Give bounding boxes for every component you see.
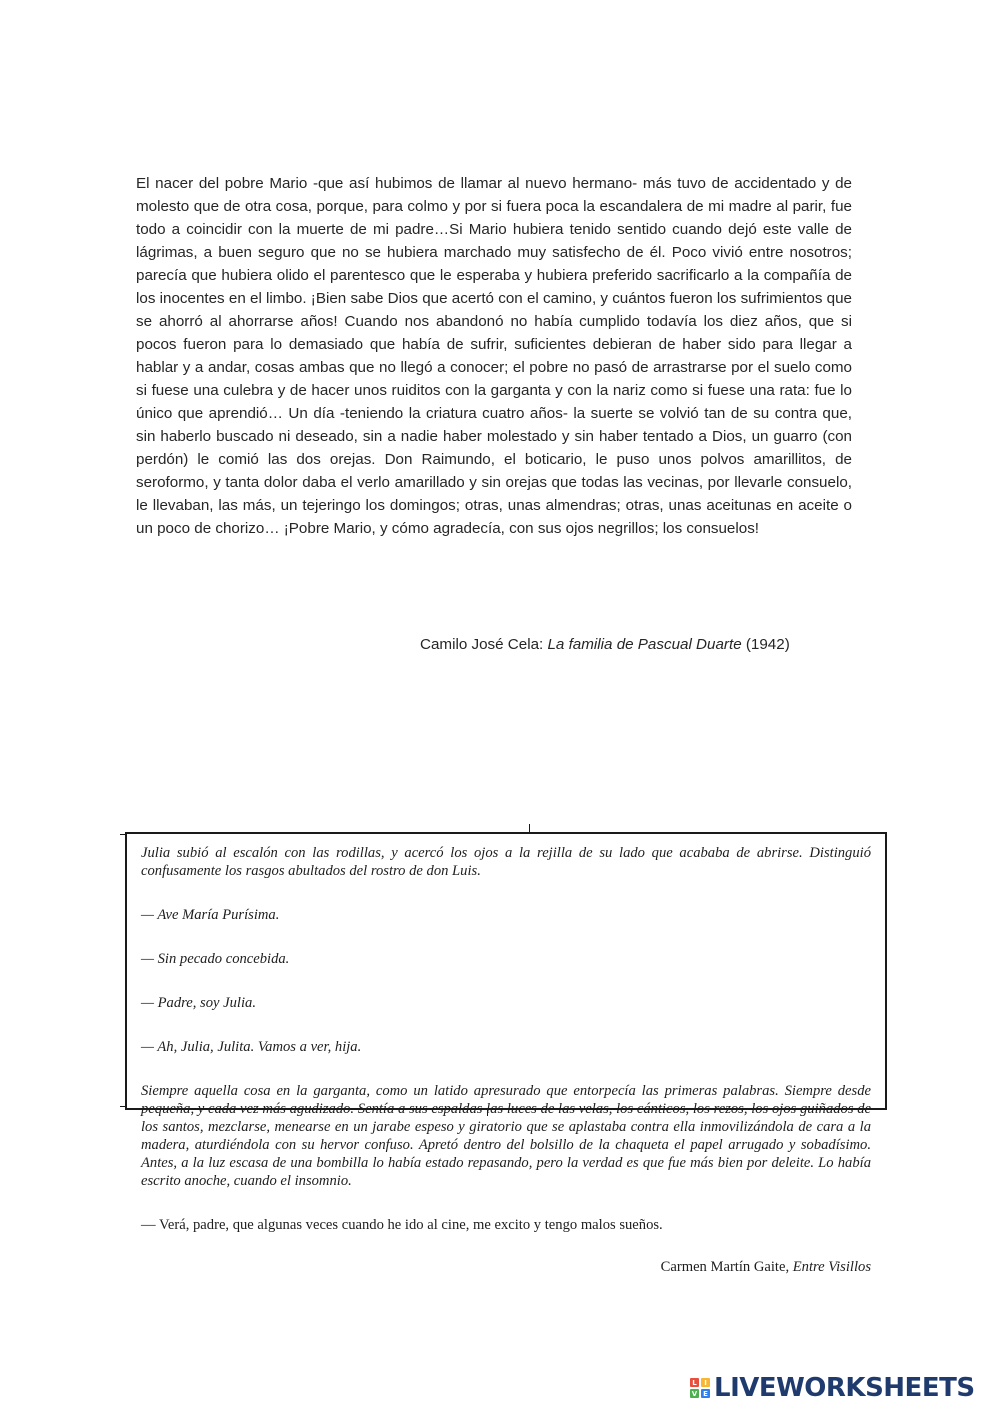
logo-letter: V [691, 1389, 698, 1398]
logo-letter: L [690, 1378, 699, 1387]
box-dialogue-1: — Ave María Purísima. [141, 907, 280, 923]
box-dialogue-5: — Verá, padre, que algunas veces cuando he ido al cine, me excito y tengo malos sueños. [141, 1217, 663, 1233]
citation-work-title: La familia de Pascual Duarte [547, 636, 742, 653]
liveworksheets-logo[interactable] [690, 1370, 975, 1406]
citation-year: (1942) [741, 636, 790, 653]
box-dialogue-4: — Ah, Julia, Julita. Vamos a ver, hija. [141, 1039, 362, 1055]
citation2-work-title: Entre Visillos [792, 1259, 871, 1275]
box-paragraph-1: Julia subió al escalón con las rodillas, y acercó los ojos a la rejilla de su lado que acababa de abrirse. Distinguió confusamente los rasgos abultados del rostro de don Luis. [141, 845, 871, 879]
citation-martin-gaite [141, 1258, 871, 1276]
citation-author: Camilo José Cela: [420, 636, 548, 653]
logo-text: LIVEWORKSHEETS [714, 1373, 975, 1403]
excerpt-box-martin-gaite [125, 832, 887, 1275]
excerpt-cela: El nacer del pobre Mario -que así hubimos de llamar al nuevo hermano- más tuvo de accidentado y de molesto que de otra cosa, porque, para colmo y por si fuera poca la escandalera de mi madre al parir, fue todo a coincidir con la muerte de mi padre…Si Mario hubiera tenido sentido cuando dejó este valle de lágrimas, a buen seguro que no se hubiera marchado muy satisfecho de él. Poco vivió entre nosotros; parecía que hubiera olido el parentesco que le esperaba y hubiera preferido sacrificarlo a la compañía de los inocentes en el limbo. ¡Bien sabe Dios que acertó con el camino, y cuántos fueron los sufrimientos que se ahorró al ahorrarse años! Cuando nos abandonó no había cumplido todavía los diez años, que si pocos fueron para lo demasiado que había de sufrir, suficientes debieran de haber sido para llegar a hablar y a andar, cosas ambas que no llegó a conocer; el pobre no pasó de arrastrarse por el suelo como si fuese una culebra y de hacer unos ruiditos con la garganta y con la nariz como si fuese una rata: fue lo único que aprendió… Un día -teniendo la criatura cuatro años- la suerte se volvió tan de su contra que, sin haberlo buscado ni deseado, sin a nadie haber molestado y sin haber tentado a Dios, un guarro (con perdón) le comió las dos orejas. Don Raimundo, el boticario, le puso unos polvos amarillitos, de seroformo, y tanta dolor daba el verlo amarillado y sin orejas que todas las vecinas, por llevarle consuelo, le llevaban, las más, un tejeringo los domingos; otras, unas almendras; otras, unas aceitunas en aceite o un poco de chorizo… ¡Pobre Mario, y cómo agradecía, con sus ojos negrillos; los consuelos! [136, 175, 852, 537]
citation2-author: Carmen Martín Gaite, [660, 1259, 793, 1275]
logo-letter: E [701, 1389, 710, 1398]
logo-letter: I [701, 1378, 710, 1387]
box-dialogue-3: — Padre, soy Julia. [141, 995, 256, 1011]
logo-mark-icon [690, 1378, 710, 1398]
citation-cela [420, 633, 840, 656]
box-dialogue-2: — Sin pecado concebida. [141, 951, 290, 967]
excerpt-box-content [141, 844, 871, 1302]
box-paragraph-2: Siempre aquella cosa en la garganta, como un latido apresurado que entorpecía las primeras palabras. Siempre desde pequeña, y cada vez más agudizado. Sentía a sus espaldas las luces de las velas, los cánticos, los rezos, los ojos guiñados de los santos, mezclarse, menearse en un jarabe espeso y giratorio que se aplastaba contra ella inmovilizándola de cara a la madera, aturdiéndola con su hervor confuso. Apretó dentro del bolsillo de la chaqueta el papel arrugado y sobadísimo. Antes, a la luz escasa de una bombilla lo había estado repasando, pero la verdad es que fue más bien por deleite. Lo había escrito anoche, cuando el insomnio. [141, 1083, 871, 1189]
